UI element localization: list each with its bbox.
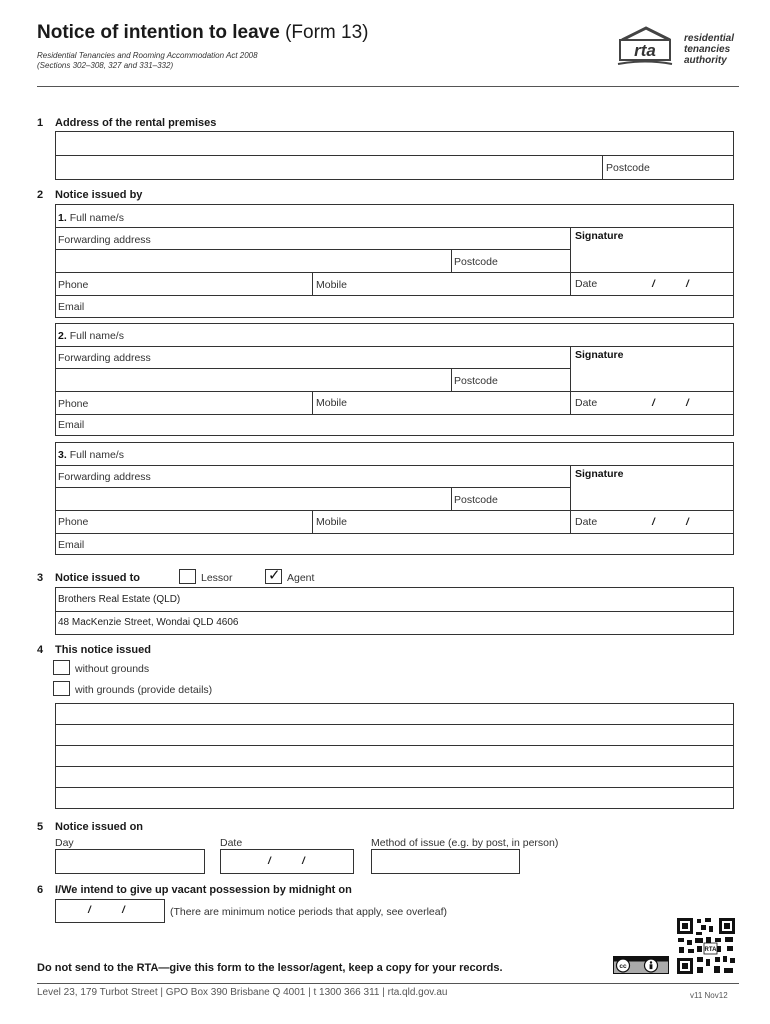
tenant-3-postcode-label: Postcode bbox=[454, 494, 498, 506]
tenant-1-rule bbox=[55, 272, 734, 273]
tenant-2-signature-divider bbox=[570, 346, 571, 414]
tenant-1-forwarding-label: Forwarding address bbox=[58, 234, 151, 246]
lessor-label: Lessor bbox=[201, 572, 233, 584]
agent-label: Agent bbox=[287, 572, 315, 584]
issue-day-field[interactable] bbox=[55, 849, 205, 874]
tenant-3-rule bbox=[55, 465, 734, 466]
act-reference: Residential Tenancies and Rooming Accommodation Act 2008 (Sections 302–308, 327 and 331–332) bbox=[37, 51, 258, 70]
tenant-1-signature-divider bbox=[570, 227, 571, 295]
tenant-1-rule bbox=[55, 295, 734, 296]
grounds-line bbox=[55, 745, 734, 746]
tenant-2-rule bbox=[55, 346, 734, 347]
issue-method-label: Method of issue (e.g. by post, in person) bbox=[371, 837, 559, 849]
tenant-1-postcode-label: Postcode bbox=[454, 256, 498, 268]
footer-contact: Level 23, 179 Turbot Street | GPO Box 390 Brisbane Q 4001 | t 1300 366 311 | rta.qld.gov.au bbox=[37, 987, 448, 998]
premises-address-divider bbox=[55, 155, 734, 156]
tenant-2-forwarding-label: Forwarding address bbox=[58, 352, 151, 364]
tenant-3-forwarding-label: Forwarding address bbox=[58, 471, 151, 483]
tenant-3-date-label: Date bbox=[575, 516, 598, 528]
tenant-1-block[interactable] bbox=[55, 204, 734, 318]
without-grounds-checkbox[interactable] bbox=[53, 660, 70, 675]
date-slash: / bbox=[652, 279, 655, 290]
grounds-line bbox=[55, 766, 734, 767]
tenant-1-date-label: Date bbox=[575, 278, 598, 290]
tenant-3-block[interactable] bbox=[55, 442, 734, 555]
date-slash: / bbox=[686, 517, 689, 528]
date-slash: / bbox=[268, 856, 271, 867]
section-1-number: 1 bbox=[37, 117, 44, 129]
section-6-heading: I/We intend to give up vacant possession by midnight on bbox=[55, 884, 352, 896]
notice-period-note: (There are minimum notice periods that apply, see overleaf) bbox=[170, 906, 448, 918]
rta-logo-text: residential tenancies authority bbox=[684, 33, 735, 66]
premises-postcode-divider bbox=[602, 155, 603, 180]
date-slash: / bbox=[686, 398, 689, 409]
date-slash: / bbox=[122, 905, 125, 916]
tenant-2-postcode-label: Postcode bbox=[454, 375, 498, 387]
date-slash: / bbox=[652, 517, 655, 528]
tenant-2-rule bbox=[55, 368, 570, 369]
tenant-2-phone-label: Phone bbox=[58, 398, 89, 410]
tenant-3-rule bbox=[55, 533, 734, 534]
section-4-heading: This notice issued bbox=[55, 644, 151, 656]
section-3-number: 3 bbox=[37, 572, 44, 584]
agent-check-icon: ✓ bbox=[268, 567, 281, 584]
tenant-1-fullname-label: 1. Full name/s bbox=[58, 212, 124, 224]
tenant-1-phone-label: Phone bbox=[58, 279, 89, 291]
section-3-heading: Notice issued to bbox=[55, 572, 140, 584]
tenant-3-rule bbox=[55, 487, 570, 488]
without-grounds-label: without grounds bbox=[75, 663, 150, 675]
issue-day-label: Day bbox=[55, 837, 74, 849]
section-4-number: 4 bbox=[37, 644, 44, 656]
issue-date-label: Date bbox=[220, 837, 243, 849]
tenant-1-rule bbox=[55, 249, 570, 250]
creative-commons-icon bbox=[613, 956, 669, 974]
issued-to-address: 48 MacKenzie Street, Wondai QLD 4606 bbox=[58, 617, 239, 628]
with-grounds-checkbox[interactable] bbox=[53, 681, 70, 696]
date-slash: / bbox=[88, 905, 91, 916]
header-divider bbox=[37, 86, 739, 87]
date-slash: / bbox=[686, 279, 689, 290]
tenant-1-signature-label: Signature bbox=[575, 230, 624, 242]
tenant-2-postcode-divider bbox=[451, 368, 452, 391]
tenant-1-mobile-divider bbox=[312, 272, 313, 295]
tenant-3-mobile-label: Mobile bbox=[316, 516, 347, 528]
footer-instruction: Do not send to the RTA—give this form to the lessor/agent, keep a copy for your records. bbox=[37, 962, 503, 974]
vacate-date-field[interactable] bbox=[55, 899, 165, 923]
lessor-checkbox[interactable] bbox=[179, 569, 196, 584]
form-title: Notice of intention to leave (Form 13) bbox=[37, 22, 369, 43]
tenant-3-rule bbox=[55, 510, 734, 511]
issue-method-field[interactable] bbox=[371, 849, 520, 874]
tenant-2-signature-label: Signature bbox=[575, 349, 624, 361]
tenant-2-rule bbox=[55, 391, 734, 392]
section-2-number: 2 bbox=[37, 189, 44, 201]
rta-logo-icon bbox=[616, 26, 674, 66]
tenant-3-email-label: Email bbox=[58, 539, 85, 551]
footer-divider bbox=[37, 983, 739, 984]
tenant-2-block[interactable] bbox=[55, 323, 734, 436]
date-slash: / bbox=[652, 398, 655, 409]
issued-to-name: Brothers Real Estate (QLD) bbox=[58, 594, 181, 605]
premises-postcode-label: Postcode bbox=[606, 162, 650, 174]
tenant-3-signature-divider bbox=[570, 465, 571, 533]
tenant-2-fullname-label: 2. Full name/s bbox=[58, 330, 124, 342]
with-grounds-label: with grounds (provide details) bbox=[75, 684, 213, 696]
tenant-1-email-label: Email bbox=[58, 301, 85, 313]
date-slash: / bbox=[302, 856, 305, 867]
tenant-3-fullname-label: 3. Full name/s bbox=[58, 449, 124, 461]
tenant-2-mobile-divider bbox=[312, 391, 313, 414]
issued-to-divider bbox=[55, 611, 734, 612]
form-version: v11 Nov12 bbox=[690, 991, 728, 1000]
svg-text:rta: rta bbox=[634, 41, 656, 60]
tenant-2-date-label: Date bbox=[575, 397, 598, 409]
section-1-heading: Address of the rental premises bbox=[55, 117, 217, 129]
qr-code-icon bbox=[675, 916, 737, 976]
tenant-3-phone-label: Phone bbox=[58, 516, 89, 528]
issue-date-field[interactable] bbox=[220, 849, 354, 874]
tenant-3-postcode-divider bbox=[451, 487, 452, 510]
section-5-heading: Notice issued on bbox=[55, 821, 144, 833]
tenant-3-mobile-divider bbox=[312, 510, 313, 533]
tenant-1-mobile-label: Mobile bbox=[316, 279, 347, 291]
section-5-number: 5 bbox=[37, 821, 44, 833]
grounds-line bbox=[55, 787, 734, 788]
section-2-heading: Notice issued by bbox=[55, 189, 143, 201]
tenant-2-rule bbox=[55, 414, 734, 415]
svg-text:RTA: RTA bbox=[704, 947, 717, 953]
svg-text:cc: cc bbox=[619, 963, 627, 970]
grounds-details-box[interactable] bbox=[55, 703, 734, 809]
tenant-1-postcode-divider bbox=[451, 249, 452, 272]
section-6-number: 6 bbox=[37, 884, 44, 896]
tenant-2-email-label: Email bbox=[58, 419, 85, 431]
grounds-line bbox=[55, 724, 734, 725]
agent-checkbox[interactable] bbox=[265, 569, 282, 584]
tenant-1-rule bbox=[55, 227, 734, 228]
tenant-3-signature-label: Signature bbox=[575, 468, 624, 480]
tenant-2-mobile-label: Mobile bbox=[316, 397, 347, 409]
